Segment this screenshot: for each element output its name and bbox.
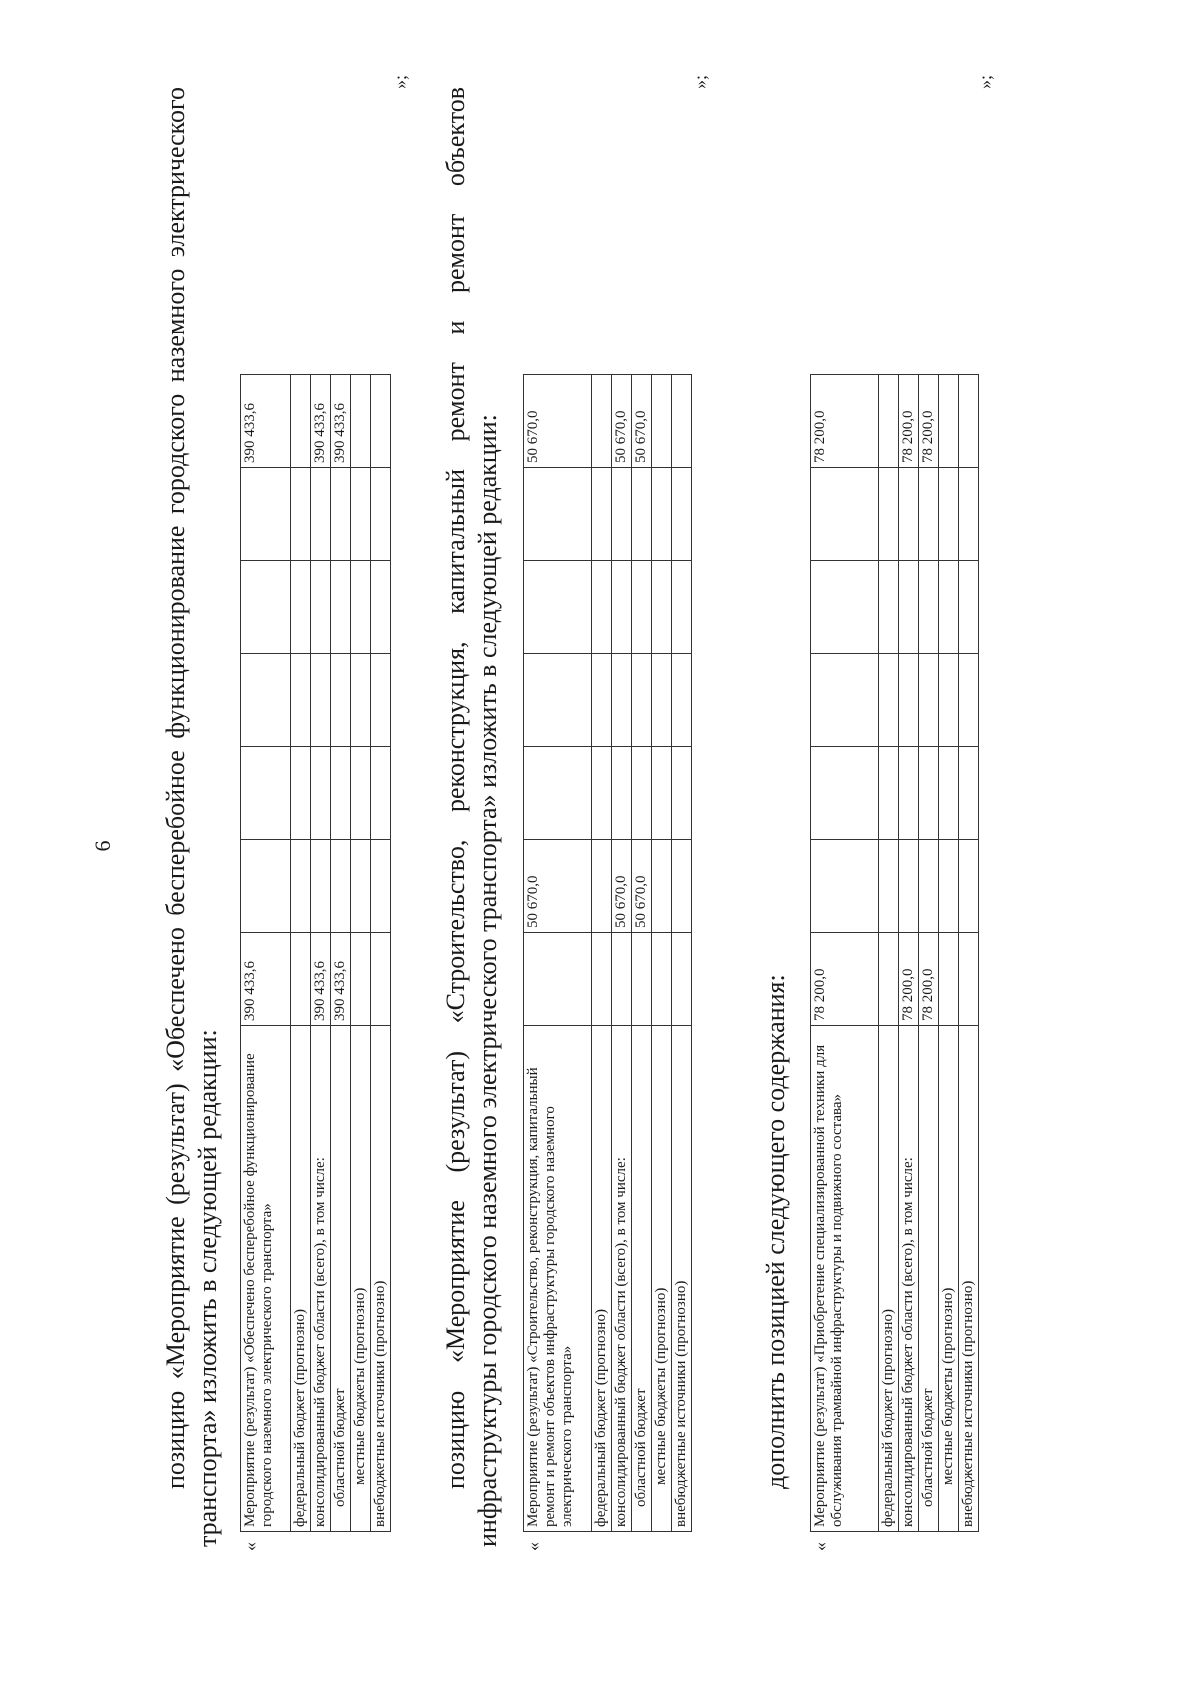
value-cell bbox=[291, 840, 311, 933]
value-cell bbox=[241, 468, 291, 561]
value-cell bbox=[524, 933, 592, 1026]
section-3-table bbox=[810, 374, 979, 1532]
value-cell: 50 670,0 bbox=[524, 375, 592, 468]
value-cell bbox=[652, 747, 672, 840]
value-cell bbox=[524, 468, 592, 561]
value-cell bbox=[592, 840, 612, 933]
value-cell bbox=[351, 933, 371, 1026]
value-cell bbox=[612, 747, 632, 840]
value-cell bbox=[592, 933, 612, 1026]
value-cell bbox=[879, 375, 899, 468]
value-cell: 390 433,6 bbox=[241, 375, 291, 468]
row-label: федеральный бюджет (прогнозно) bbox=[879, 1026, 899, 1532]
value-cell bbox=[331, 468, 351, 561]
row-label: внебюджетные источники (прогнозно) bbox=[959, 1026, 979, 1532]
row-label: федеральный бюджет (прогнозно) bbox=[291, 1026, 311, 1532]
value-cell: 78 200,0 bbox=[919, 375, 939, 468]
value-cell bbox=[592, 747, 612, 840]
section-1-open-quote: « bbox=[240, 1542, 260, 1551]
value-cell bbox=[371, 375, 391, 468]
value-cell bbox=[899, 654, 919, 747]
value-cell bbox=[811, 654, 879, 747]
value-cell bbox=[959, 747, 979, 840]
value-cell bbox=[652, 933, 672, 1026]
row-label: федеральный бюджет (прогнозно) bbox=[592, 1026, 612, 1532]
value-cell bbox=[371, 654, 391, 747]
value-cell bbox=[879, 933, 899, 1026]
value-cell: 50 670,0 bbox=[524, 840, 592, 933]
value-cell bbox=[672, 840, 692, 933]
value-cell bbox=[899, 840, 919, 933]
table-row bbox=[524, 375, 592, 1532]
value-cell bbox=[371, 468, 391, 561]
page-number: 6 bbox=[90, 840, 115, 852]
row-label: местные бюджеты (прогнозно) bbox=[351, 1026, 371, 1532]
row-label: Мероприятие (результат) «Строительство, реконструкция, капитальный ремонт и ремонт объектов инфраструктуры городского наземного электрического транспорта» bbox=[524, 1026, 592, 1532]
value-cell bbox=[899, 468, 919, 561]
value-cell: 78 200,0 bbox=[919, 933, 939, 1026]
row-label: Мероприятие (результат) «Приобретение специализированной техники для обслуживания трамвайной инфраструктуры и подвижного состава» bbox=[811, 1026, 879, 1532]
value-cell bbox=[351, 561, 371, 654]
table-row bbox=[672, 375, 692, 1532]
value-cell bbox=[632, 654, 652, 747]
section-1-table bbox=[240, 374, 391, 1532]
value-cell bbox=[311, 840, 331, 933]
value-cell bbox=[652, 468, 672, 561]
value-cell bbox=[331, 561, 351, 654]
section-3-close-quote: »; bbox=[975, 74, 995, 89]
value-cell bbox=[291, 375, 311, 468]
row-label: областной бюджет bbox=[919, 1026, 939, 1532]
table-row bbox=[652, 375, 672, 1532]
value-cell bbox=[879, 747, 899, 840]
value-cell bbox=[311, 468, 331, 561]
table-row bbox=[371, 375, 391, 1532]
value-cell bbox=[632, 561, 652, 654]
value-cell bbox=[612, 654, 632, 747]
table-row bbox=[331, 375, 351, 1532]
value-cell bbox=[592, 468, 612, 561]
table-row bbox=[919, 375, 939, 1532]
value-cell bbox=[612, 933, 632, 1026]
value-cell bbox=[632, 933, 652, 1026]
value-cell bbox=[959, 375, 979, 468]
value-cell: 390 433,6 bbox=[241, 933, 291, 1026]
value-cell bbox=[371, 840, 391, 933]
value-cell bbox=[241, 654, 291, 747]
value-cell bbox=[652, 840, 672, 933]
row-label: областной бюджет bbox=[331, 1026, 351, 1532]
row-label: областной бюджет bbox=[632, 1026, 652, 1532]
section-1-intro: позицию «Мероприятие (результат) «Обеспечено бесперебойное функционирование городского наземного электрического транспорта» изложить в следующей редакции: bbox=[161, 87, 222, 1547]
table-row bbox=[879, 375, 899, 1532]
value-cell: 50 670,0 bbox=[632, 840, 652, 933]
value-cell bbox=[351, 654, 371, 747]
table-row bbox=[811, 375, 879, 1532]
value-cell bbox=[351, 747, 371, 840]
table-row bbox=[959, 375, 979, 1532]
value-cell: 78 200,0 bbox=[899, 933, 919, 1026]
value-cell bbox=[811, 747, 879, 840]
value-cell bbox=[879, 654, 899, 747]
table-row bbox=[612, 375, 632, 1532]
value-cell bbox=[612, 468, 632, 561]
value-cell bbox=[241, 561, 291, 654]
value-cell bbox=[939, 933, 959, 1026]
value-cell bbox=[939, 654, 959, 747]
value-cell bbox=[879, 561, 899, 654]
value-cell bbox=[331, 654, 351, 747]
row-label: консолидированный бюджет области (всего), в том числе: bbox=[311, 1026, 331, 1532]
value-cell bbox=[919, 561, 939, 654]
row-label: Мероприятие (результат) «Обеспечено бесперебойное функционирование городского наземного электрического транспорта» bbox=[241, 1026, 291, 1532]
value-cell bbox=[939, 747, 959, 840]
value-cell bbox=[899, 747, 919, 840]
value-cell bbox=[351, 840, 371, 933]
value-cell: 50 670,0 bbox=[612, 840, 632, 933]
value-cell bbox=[311, 561, 331, 654]
value-cell bbox=[371, 933, 391, 1026]
value-cell bbox=[959, 654, 979, 747]
value-cell: 390 433,6 bbox=[311, 375, 331, 468]
value-cell bbox=[672, 747, 692, 840]
value-cell bbox=[939, 375, 959, 468]
value-cell bbox=[291, 468, 311, 561]
table-row bbox=[241, 375, 291, 1532]
row-label: консолидированный бюджет области (всего), в том числе: bbox=[899, 1026, 919, 1532]
value-cell bbox=[652, 654, 672, 747]
value-cell bbox=[524, 561, 592, 654]
value-cell bbox=[612, 561, 632, 654]
section-3-intro: дополнить позицией следующего содержания: bbox=[761, 974, 790, 1489]
value-cell bbox=[241, 840, 291, 933]
value-cell bbox=[351, 375, 371, 468]
row-label: консолидированный бюджет области (всего), в том числе: bbox=[612, 1026, 632, 1532]
value-cell bbox=[672, 561, 692, 654]
value-cell bbox=[351, 468, 371, 561]
value-cell: 78 200,0 bbox=[811, 375, 879, 468]
value-cell bbox=[811, 561, 879, 654]
value-cell bbox=[919, 840, 939, 933]
value-cell: 390 433,6 bbox=[331, 933, 351, 1026]
value-cell bbox=[919, 747, 939, 840]
table-row bbox=[939, 375, 959, 1532]
value-cell bbox=[959, 840, 979, 933]
value-cell bbox=[959, 561, 979, 654]
row-label: внебюджетные источники (прогнозно) bbox=[371, 1026, 391, 1532]
value-cell: 50 670,0 bbox=[612, 375, 632, 468]
value-cell bbox=[652, 561, 672, 654]
value-cell: 78 200,0 bbox=[811, 933, 879, 1026]
value-cell bbox=[241, 747, 291, 840]
value-cell bbox=[592, 561, 612, 654]
value-cell bbox=[939, 468, 959, 561]
row-label: внебюджетные источники (прогнозно) bbox=[672, 1026, 692, 1532]
table-row bbox=[592, 375, 612, 1532]
value-cell bbox=[652, 375, 672, 468]
value-cell bbox=[939, 840, 959, 933]
value-cell bbox=[311, 747, 331, 840]
table-row bbox=[899, 375, 919, 1532]
value-cell bbox=[672, 654, 692, 747]
value-cell bbox=[811, 840, 879, 933]
row-label: местные бюджеты (прогнозно) bbox=[652, 1026, 672, 1532]
value-cell bbox=[291, 747, 311, 840]
table-row bbox=[632, 375, 652, 1532]
row-label: местные бюджеты (прогнозно) bbox=[939, 1026, 959, 1532]
value-cell: 390 433,6 bbox=[331, 375, 351, 468]
table-row bbox=[351, 375, 371, 1532]
value-cell bbox=[811, 468, 879, 561]
value-cell bbox=[371, 747, 391, 840]
value-cell bbox=[311, 654, 331, 747]
section-2-table bbox=[523, 374, 692, 1532]
value-cell: 50 670,0 bbox=[632, 375, 652, 468]
value-cell bbox=[331, 747, 351, 840]
value-cell bbox=[524, 747, 592, 840]
value-cell bbox=[632, 468, 652, 561]
value-cell bbox=[672, 468, 692, 561]
value-cell bbox=[371, 561, 391, 654]
value-cell bbox=[291, 561, 311, 654]
value-cell bbox=[291, 654, 311, 747]
value-cell: 390 433,6 bbox=[311, 933, 331, 1026]
value-cell bbox=[592, 654, 612, 747]
section-2-close-quote: »; bbox=[690, 74, 710, 89]
value-cell bbox=[291, 933, 311, 1026]
value-cell bbox=[672, 933, 692, 1026]
value-cell bbox=[899, 561, 919, 654]
table-row bbox=[311, 375, 331, 1532]
section-2-intro: позицию «Мероприятие (результат) «Строительство, реконструкция, капитальный ремонт и ремонт объектов инфраструктуры городского наземного электрического транспорта» изложить в следующей редакции: bbox=[441, 87, 502, 1547]
section-3-open-quote: « bbox=[810, 1542, 830, 1551]
value-cell bbox=[959, 933, 979, 1026]
value-cell: 78 200,0 bbox=[899, 375, 919, 468]
value-cell bbox=[959, 468, 979, 561]
value-cell bbox=[919, 468, 939, 561]
value-cell bbox=[919, 654, 939, 747]
value-cell bbox=[879, 468, 899, 561]
section-2-open-quote: « bbox=[523, 1542, 543, 1551]
value-cell bbox=[672, 375, 692, 468]
table-row bbox=[291, 375, 311, 1532]
value-cell bbox=[592, 375, 612, 468]
value-cell bbox=[939, 561, 959, 654]
section-1-close-quote: »; bbox=[390, 74, 410, 89]
value-cell bbox=[879, 840, 899, 933]
value-cell bbox=[331, 840, 351, 933]
value-cell bbox=[632, 747, 652, 840]
value-cell bbox=[524, 654, 592, 747]
